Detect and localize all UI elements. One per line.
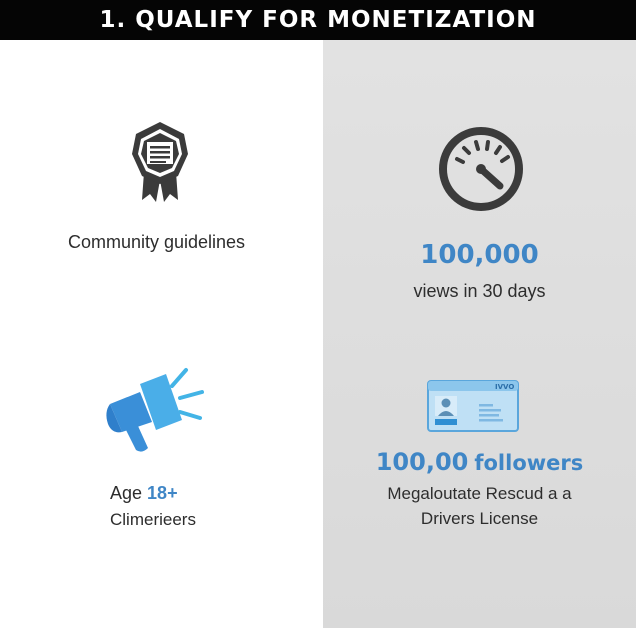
license-line-1: Megaloutate Rescud a a xyxy=(387,484,572,503)
megaphone-icon xyxy=(104,364,212,456)
guidelines-label: Community guidelines xyxy=(67,232,246,252)
views-label: views in 30 days xyxy=(413,281,546,301)
age-prefix: Age xyxy=(110,483,143,503)
age-line xyxy=(110,483,178,504)
followers-value: 100,00 xyxy=(375,448,469,476)
speedometer-icon xyxy=(436,124,526,214)
followers-line xyxy=(323,448,636,476)
age-value: 18+ xyxy=(147,483,178,503)
age-sub: Climerieers xyxy=(110,510,196,529)
license-line-2: Drivers License xyxy=(420,509,539,528)
followers-word: followers xyxy=(474,451,584,475)
card-code-text: IVVO xyxy=(495,383,515,391)
id-card-icon xyxy=(427,380,519,432)
badge-ribbon-icon xyxy=(128,120,192,206)
views-value: 100,000 xyxy=(420,240,539,270)
page-title: 1. QUALIFY FOR MONETIZATION xyxy=(0,0,636,40)
